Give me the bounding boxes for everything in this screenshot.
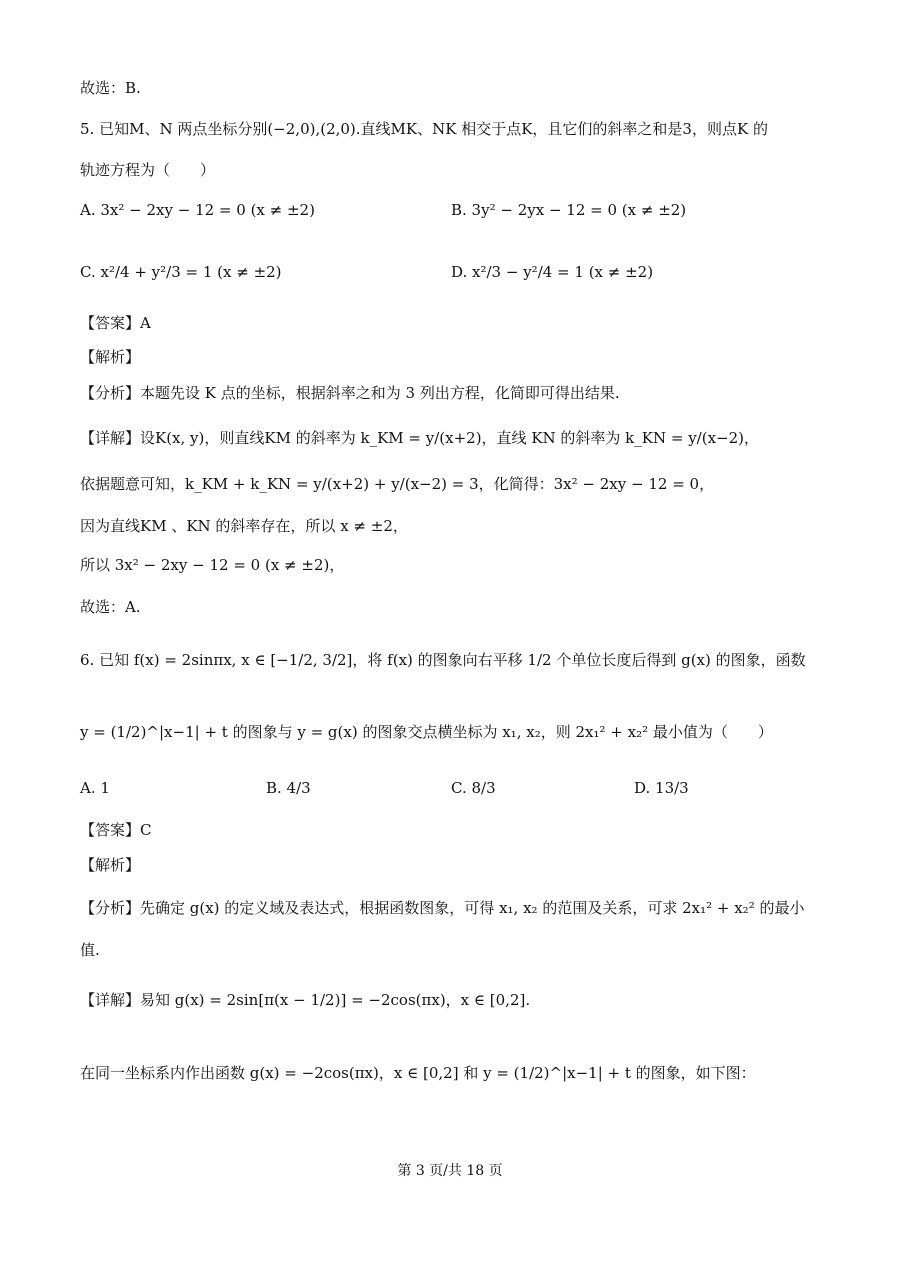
question-6-stem-cont: y = (1/2)^|x−1| + t 的图象与 y = g(x) 的图象交点横坐标为 x₁, x₂，则 2x₁² + x₂² 最小值为（ ）: [80, 723, 773, 741]
question-5-stem-cont: 轨迹方程为（ ）: [80, 161, 216, 179]
answer-6: 【答案】C: [80, 821, 152, 839]
question-5-stem: 5. 已知M、N 两点坐标分别(−2,0),(2,0).直线MK、NK 相交于点K，且它们的斜率之和是3，则点K 的: [80, 120, 768, 138]
analysis-label-6: 【解析】: [80, 856, 141, 874]
answer-5: 【答案】A: [80, 314, 151, 332]
detail-6: 【详解】易知 g(x) = 2sin[π(x − 1/2)] = −2cos(πx)，x ∈ [0,2].: [80, 991, 531, 1009]
option-a: A. 1: [80, 779, 110, 797]
text-line: 在同一坐标系内作出函数 g(x) = −2cos(πx)，x ∈ [0,2] 和 y = (1/2)^|x−1| + t 的图象，如下图：: [80, 1064, 756, 1082]
page-footer: 第 3 页/共 18 页: [397, 1163, 503, 1179]
text-line: 故选：B.: [80, 79, 141, 97]
analysis-6: 【分析】先确定 g(x) 的定义域及表达式，根据函数图象，可得 x₁, x₂ 的范围及关系，可求 2x₁² + x₂² 的最小: [80, 899, 805, 917]
option-c: C. 8/3: [451, 779, 496, 797]
question-6-stem: 6. 已知 f(x) = 2sinπx, x ∈ [−1/2, 3/2]，将 f(x) 的图象向右平移 1/2 个单位长度后得到 g(x) 的图象，函数: [80, 651, 806, 669]
option-d: D. x²/3 − y²/4 = 1 (x ≠ ±2): [451, 263, 654, 281]
option-b: B. 3y² − 2yx − 12 = 0 (x ≠ ±2): [451, 201, 687, 219]
option-a: A. 3x² − 2xy − 12 = 0 (x ≠ ±2): [80, 201, 315, 219]
option-d: D. 13/3: [634, 779, 689, 797]
analysis-5: 【分析】本题先设 K 点的坐标，根据斜率之和为 3 列出方程，化简即可得出结果.: [80, 384, 620, 402]
analysis-label-5: 【解析】: [80, 348, 141, 366]
text-line: 所以 3x² − 2xy − 12 = 0 (x ≠ ±2)，: [80, 556, 345, 574]
analysis-6-cont: 值.: [80, 941, 100, 959]
text-line: 因为直线KM 、KN 的斜率存在，所以 x ≠ ±2，: [80, 517, 408, 535]
text-line: 故选：A.: [80, 598, 141, 616]
option-b: B. 4/3: [266, 779, 311, 797]
option-c: C. x²/4 + y²/3 = 1 (x ≠ ±2): [80, 263, 282, 281]
text-line: 依据题意可知，k_KM + k_KN = y/(x+2) + y/(x−2) = 3，化简得：3x² − 2xy − 12 = 0，: [80, 475, 715, 493]
detail-5: 【详解】设K(x, y)，则直线KM 的斜率为 k_KM = y/(x+2)，直线 KN 的斜率为 k_KN = y/(x−2)，: [80, 429, 760, 447]
